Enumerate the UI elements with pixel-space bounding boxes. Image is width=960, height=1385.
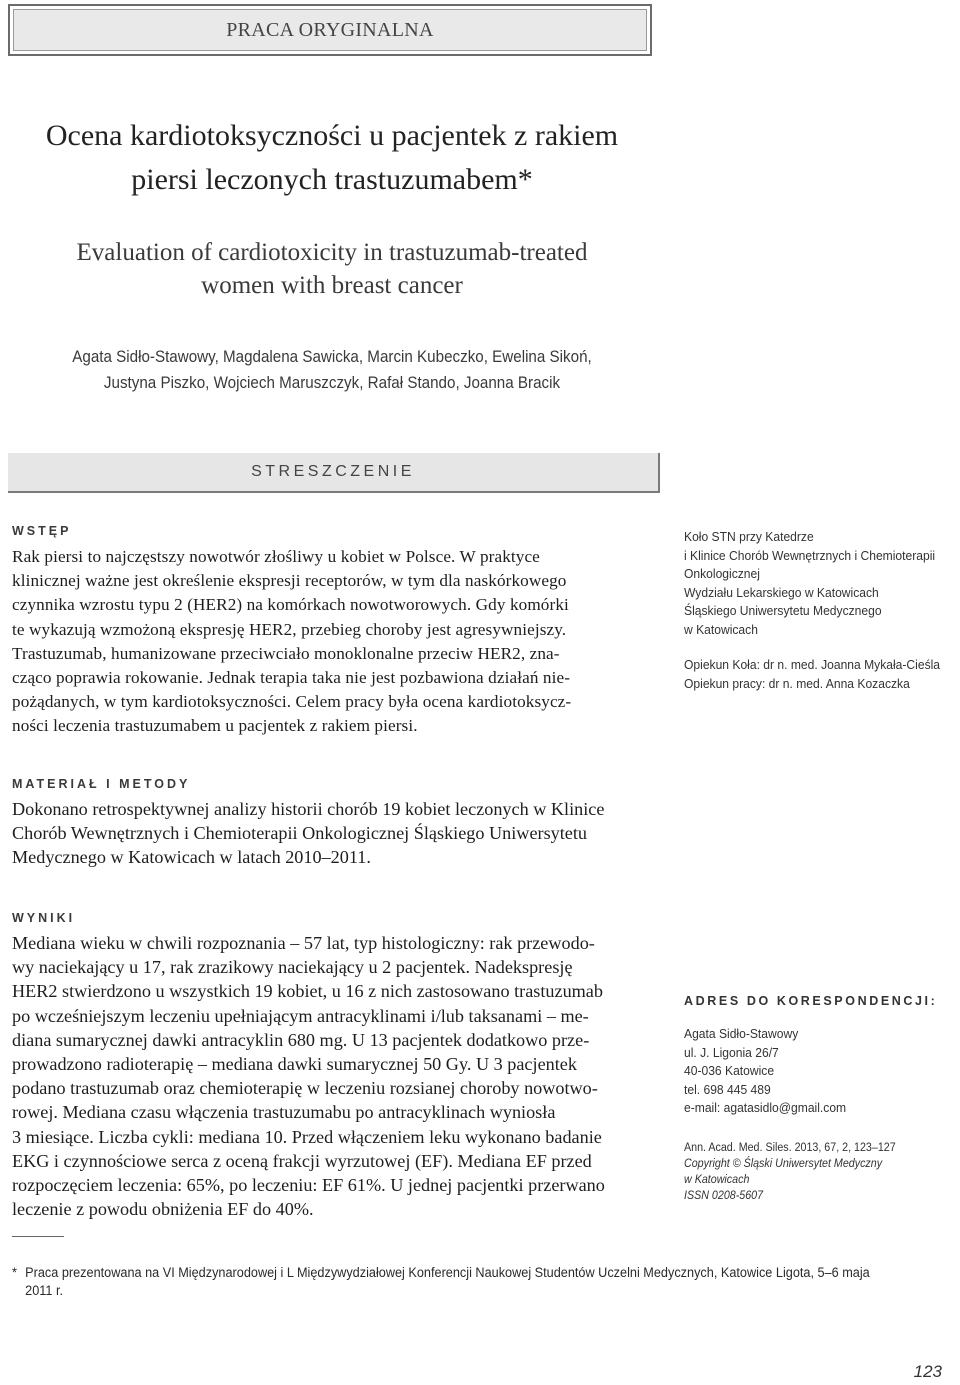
- page-number: 123: [913, 1362, 942, 1381]
- authors-line-1: Agata Sidło-Stawowy, Magdalena Sawicka, Marcin Kubeczko, Ewelina Sikoń,: [72, 348, 592, 366]
- text-line: EKG i czynnościowe serca z oceną frakcji wyrzutowej (EF). Mediana EF przed: [12, 1150, 592, 1171]
- affiliation-line: Wydziału Lekarskiego w Katowicach: [684, 584, 879, 600]
- correspondence-line: Agata Sidło-Stawowy: [684, 1026, 799, 1041]
- affiliation-line: Onkologicznej: [684, 566, 760, 581]
- section-heading-wstep: WSTĘP: [12, 524, 72, 538]
- citation-place: w Katowicach: [684, 1174, 750, 1186]
- text-line: diana sumarycznej dawki antracyklin 680 mg. U 13 pacjentek dodatkowo prze-: [12, 1029, 590, 1050]
- affiliation-line: i Klinice Chorób Wewnętrznych i Chemioterapii: [684, 547, 936, 563]
- text-line: cząco poprawia rokowanie. Jednak terapia taka nie jest pozbawiona działań nie-: [12, 668, 571, 688]
- affiliation: [684, 528, 941, 639]
- text-line: HER2 stwierdzono u wszystkich 19 kobiet, u 16 z nich zastosowano trastuzumab: [12, 981, 603, 1002]
- text-line: Trastuzumab, humanizowane przeciwciało monoklonalne przeciw HER2, zna-: [12, 643, 560, 663]
- correspondence-line: ul. J. Ligonia 26/7: [684, 1044, 779, 1060]
- title-en-line-2: women with breast cancer: [201, 272, 463, 299]
- text-line: pożądanych, w tym kardiotoksyczności. Celem pracy była ocena kardiotoksycz-: [12, 692, 572, 712]
- citation-journal: Ann. Acad. Med. Siles. 2013, 67, 2, 123–127: [684, 1142, 896, 1154]
- footnote-text: Praca prezentowana na VI Międzynarodowej i L Międzywydziałowej Konferencji Naukowej Studentów Uczelni Medycznych, Katowice Ligota, 5–6 maja 2011 r.: [25, 1265, 870, 1298]
- affiliation-line: w Katowicach: [684, 621, 758, 637]
- citation-issn: ISSN 0208-5607: [684, 1190, 764, 1202]
- supervisor-line: Opiekun pracy: dr n. med. Anna Kozaczka: [684, 675, 910, 691]
- text-line: wy naciekający u 17, rak zrazikowy naciekający u 2 pacjentek. Nadekspresję: [12, 957, 573, 978]
- authors-line-2: Justyna Piszko, Wojciech Maruszczyk, Rafał Stando, Joanna Bracik: [103, 374, 561, 392]
- supervisor-line: Opiekun Koła: dr n. med. Joanna Mykała-Cieśla: [684, 657, 941, 672]
- title-en-line-1: Evaluation of cardiotoxicity in trastuzumab-treated: [76, 239, 588, 266]
- citation: [684, 1140, 896, 1204]
- correspondence-address: [684, 1025, 941, 1118]
- text-line: Medycznego w Katowicach w latach 2010–2011.: [12, 847, 371, 868]
- email-link[interactable]: e-mail: agatasidlo@gmail.com: [684, 1100, 847, 1115]
- abstract-heading: STRESZCZENIE: [8, 453, 660, 493]
- correspondence-line: tel. 698 445 489: [684, 1081, 771, 1097]
- citation-copyright: Copyright © Śląski Uniwersytet Medyczny: [684, 1158, 883, 1170]
- section-heading-material: MATERIAŁ I METODY: [12, 777, 191, 791]
- text-line: prowadzono radioterapię – mediana dawki sumarycznej 50 Gy. U 3 pacjentek: [12, 1054, 577, 1075]
- section-body-wstep: [12, 545, 656, 739]
- correspondence-line: 40-036 Katowice: [684, 1063, 775, 1078]
- text-line: klinicznej ważne jest określenie ekspresji receptorów, w tym dla naskórkowego: [12, 571, 567, 591]
- affiliation-line: Koło STN przy Katedrze: [684, 529, 814, 544]
- footnote: [12, 1264, 896, 1300]
- text-line: te wykazują wzmożoną ekspresję HER2, przebieg choroby jest agresywniejszy.: [12, 619, 567, 639]
- supervisors: [684, 656, 941, 693]
- text-line: Chorób Wewnętrznych i Chemioterapii Onkologicznej Śląskiego Uniwersytetu: [12, 823, 588, 844]
- text-line: leczenie z powodu obniżenia EF do 40%.: [12, 1199, 314, 1220]
- footnote-mark: *: [12, 1265, 17, 1280]
- affiliation-line: Śląskiego Uniwersytetu Medycznego: [684, 603, 882, 618]
- text-line: podano trastuzumab oraz chemioterapię w leczeniu rozsianej choroby nowotwo-: [12, 1078, 598, 1099]
- text-line: 3 miesiące. Liczba cykli: mediana 10. Przed włączeniem leku wykonano badanie: [12, 1126, 602, 1147]
- section-body-material: [12, 797, 656, 870]
- text-line: Rak piersi to najczęstszy nowotwór złośliwy u kobiet w Polsce. W praktyce: [12, 547, 540, 566]
- section-body-wyniki: [12, 931, 656, 1221]
- text-line: po wcześniejszym leczeniu upełniającym antracyklinami i/lub taksanami – me-: [12, 1005, 589, 1026]
- text-line: Dokonano retrospektywnej analizy historii chorób 19 kobiet leczonych w Klinice: [12, 799, 605, 819]
- title-pl-line-1: Ocena kardiotoksyczności u pacjentek z rakiem: [45, 119, 619, 152]
- correspondence-heading: ADRES DO KORESPONDENCJI:: [684, 994, 938, 1008]
- title-pl-line-2: piersi leczonych trastuzumabem*: [131, 163, 533, 196]
- text-line: Mediana wieku w chwili rozpoznania – 57 lat, typ histologiczny: rak przewodo-: [12, 933, 595, 953]
- footnote-divider: [12, 1236, 64, 1237]
- section-label: PRACA ORYGINALNA: [13, 9, 647, 51]
- text-line: rozpoczęciem leczenia: 65%, po leczeniu: EF 61%. U jednej pacjentki przerwano: [12, 1175, 605, 1196]
- section-heading-wyniki: WYNIKI: [12, 911, 76, 925]
- text-line: ności leczenia trastuzumabem u pacjentek z rakiem piersi.: [12, 716, 418, 736]
- section-label-box: [8, 4, 652, 56]
- text-line: czynnika wzrostu typu 2 (HER2) na komórkach nowotworowych. Gdy komórki: [12, 595, 569, 615]
- text-line: rowej. Mediana czasu włączenia trastuzumabu po antracyklinach wyniosła: [12, 1102, 556, 1123]
